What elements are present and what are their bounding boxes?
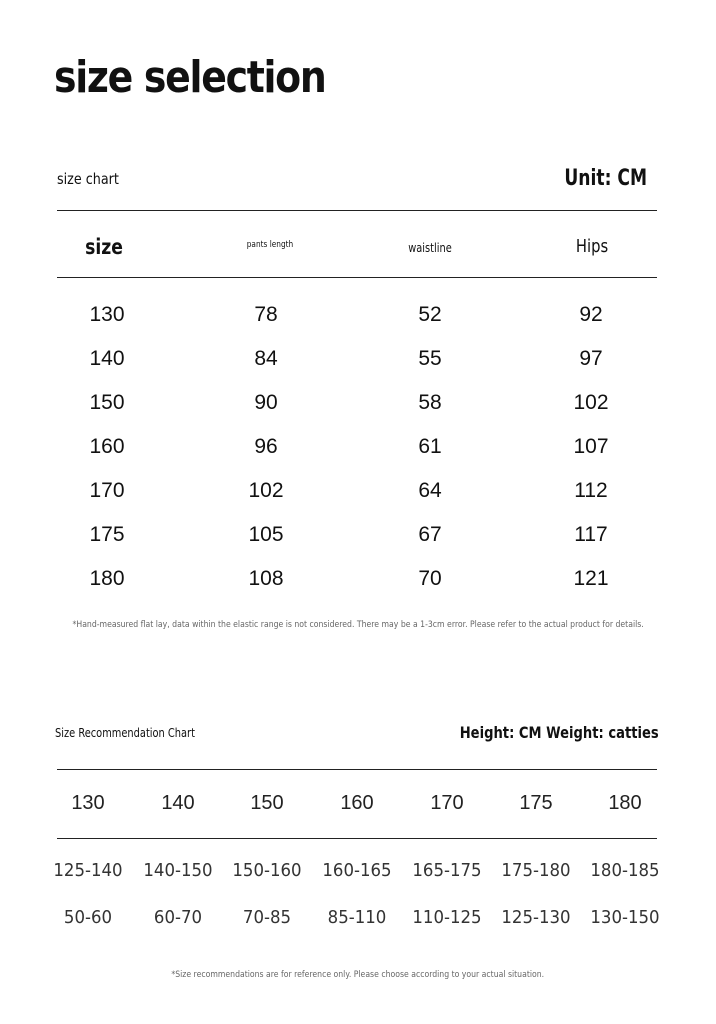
recommendation-note-text: *Size recommendations are for reference only. Please choose according to your actual situation. bbox=[171, 970, 545, 980]
size-chart-note bbox=[0, 620, 716, 630]
recommendation-note bbox=[0, 970, 716, 980]
recommendation-chart-label: Size Recommendation Chart bbox=[55, 726, 195, 740]
size-chart-cell-pants-length: 96 bbox=[254, 435, 278, 458]
size-chart-cell-pants-length: 90 bbox=[254, 391, 278, 414]
size-chart-unit: Unit: CM bbox=[564, 166, 647, 191]
size-chart-cell-hips: 97 bbox=[579, 347, 603, 370]
recommendation-weight: 70-85 bbox=[242, 907, 292, 928]
recommendation-size: 150 bbox=[250, 792, 284, 814]
size-chart-cell-pants-length: 78 bbox=[254, 303, 278, 326]
size-chart-cell-hips: 117 bbox=[574, 523, 608, 546]
recommendation-size: 175 bbox=[519, 792, 553, 814]
recommendation-height: 180-185 bbox=[590, 860, 660, 881]
size-chart-cell-pants-length: 102 bbox=[248, 479, 284, 502]
size-chart-cell-waistline: 61 bbox=[418, 435, 442, 458]
header-pants-length: pants length bbox=[246, 240, 294, 250]
size-chart-label: size chart bbox=[57, 170, 119, 188]
recommendation-chart-unit: Height: CM Weight: catties bbox=[459, 723, 659, 742]
size-chart-cell-waistline: 55 bbox=[418, 347, 442, 370]
size-chart-cell-pants-length: 105 bbox=[248, 523, 284, 546]
size-chart-cell-size: 170 bbox=[89, 479, 125, 502]
recommendation-height: 125-140 bbox=[53, 860, 123, 881]
size-chart-cell-pants-length: 108 bbox=[248, 567, 284, 590]
recommendation-size: 180 bbox=[608, 792, 642, 814]
header-size: size bbox=[85, 235, 123, 259]
size-chart-cell-waistline: 52 bbox=[418, 303, 442, 326]
size-chart-cell-waistline: 70 bbox=[418, 567, 442, 590]
recommendation-weight: 50-60 bbox=[63, 907, 113, 928]
size-chart-cell-hips: 112 bbox=[574, 479, 608, 502]
size-chart-cell-waistline: 64 bbox=[418, 479, 442, 502]
recommendation-size: 130 bbox=[71, 792, 105, 814]
header-waistline: waistline bbox=[408, 241, 452, 255]
recommendation-height: 175-180 bbox=[501, 860, 571, 881]
recommendation-weight: 60-70 bbox=[153, 907, 203, 928]
size-chart-cell-hips: 92 bbox=[579, 303, 603, 326]
recommendation-height: 140-150 bbox=[143, 860, 213, 881]
recommendation-weight: 130-150 bbox=[590, 907, 660, 928]
recommendation-height: 165-175 bbox=[412, 860, 482, 881]
size-chart-cell-hips: 102 bbox=[573, 391, 609, 414]
size-chart-cell-size: 130 bbox=[89, 303, 125, 326]
header-hips: Hips bbox=[575, 236, 609, 257]
size-chart-header-rule bbox=[57, 277, 657, 278]
size-chart-cell-size: 150 bbox=[89, 391, 125, 414]
size-chart-cell-waistline: 58 bbox=[418, 391, 442, 414]
page-title: size selection bbox=[54, 52, 326, 103]
size-chart-cell-pants-length: 84 bbox=[254, 347, 278, 370]
size-chart-cell-size: 160 bbox=[89, 435, 125, 458]
size-chart-cell-hips: 107 bbox=[573, 435, 609, 458]
recommendation-size: 160 bbox=[340, 792, 374, 814]
recommendation-weight: 125-130 bbox=[501, 907, 571, 928]
recommendation-height: 160-165 bbox=[322, 860, 392, 881]
size-chart-cell-hips: 121 bbox=[573, 567, 609, 590]
size-chart-cell-size: 180 bbox=[89, 567, 125, 590]
size-chart-note-text: *Hand-measured flat lay, data within the elastic range is not considered. There may be a 1-3cm error. Please refer to the actual product for details. bbox=[72, 620, 644, 630]
recommendation-top-rule bbox=[57, 769, 657, 770]
recommendation-size: 170 bbox=[430, 792, 464, 814]
size-chart-top-rule bbox=[57, 210, 657, 211]
size-chart-cell-size: 140 bbox=[89, 347, 125, 370]
recommendation-mid-rule bbox=[57, 838, 657, 839]
recommendation-size: 140 bbox=[161, 792, 195, 814]
size-chart-cell-size: 175 bbox=[89, 523, 125, 546]
recommendation-height: 150-160 bbox=[232, 860, 302, 881]
recommendation-weight: 85-110 bbox=[327, 907, 387, 928]
recommendation-weight: 110-125 bbox=[412, 907, 482, 928]
size-chart-cell-waistline: 67 bbox=[418, 523, 442, 546]
